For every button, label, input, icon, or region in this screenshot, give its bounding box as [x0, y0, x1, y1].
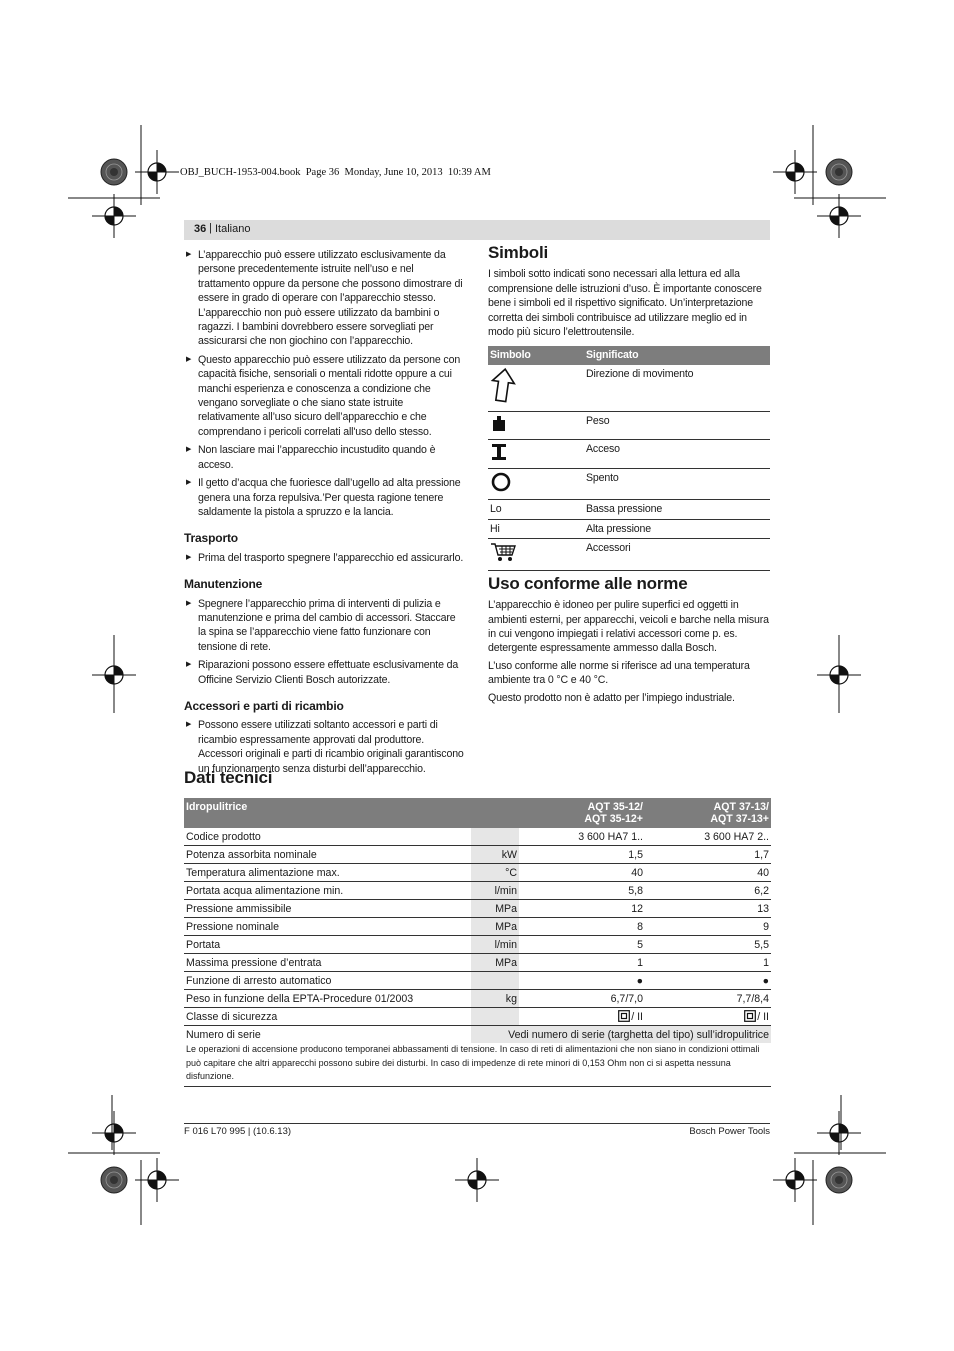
class-ii-icon	[618, 1011, 631, 1023]
class-value: / II	[631, 1011, 643, 1023]
section-title-dati: Dati tecnici	[184, 768, 273, 787]
table-row	[184, 1008, 771, 1026]
header-language: Italiano	[215, 223, 251, 235]
uso-paragraph: L’uso conforme alle norme si riferisce ad una temperatura ambiente tra 0 °C e 40 °C.	[488, 659, 750, 687]
symbol-meaning: Spento	[584, 469, 770, 500]
row-value-model2: 3 600 HA7 2..	[645, 828, 771, 846]
row-value-model1: 3 600 HA7 1..	[519, 828, 645, 846]
symbol-meaning: Direzione di movimento	[584, 365, 770, 412]
cart-icon	[490, 541, 518, 563]
table-row	[184, 846, 771, 864]
row-unit	[471, 972, 519, 990]
row-value-model1: ●	[519, 972, 645, 990]
page-number: 36	[194, 223, 207, 235]
table-row	[184, 990, 771, 1008]
uso-paragraph: Questo prodotto non è adatto per l’impiego industriale.	[488, 691, 735, 704]
symbol-meaning: Bassa pressione	[584, 500, 770, 519]
power-on-icon	[490, 442, 508, 462]
table-header-row	[488, 346, 770, 364]
row-unit: MPa	[471, 918, 519, 936]
row-label: Pressione ammissibile	[184, 900, 471, 918]
row-unit: °C	[471, 864, 519, 882]
row-label: Portata	[184, 936, 471, 954]
row-label: Codice prodotto	[184, 828, 471, 846]
section-title-simboli: Simboli	[488, 243, 548, 262]
section-heading-accessori: Accessori e parti di ricambio	[184, 698, 344, 713]
row-label: Funzione di arresto automatico	[184, 972, 471, 990]
symbol-text: Hi	[488, 519, 584, 538]
row-value-model1: 12	[519, 900, 645, 918]
row-value-model1: 5,8	[519, 882, 645, 900]
row-value-model2: 6,2	[645, 882, 771, 900]
list-item: ▶ Non lasciare mai l’apparecchio incustudito quando è acceso.	[184, 443, 466, 472]
table-row	[488, 539, 770, 570]
right-column	[488, 243, 770, 705]
symbol-meaning: Acceso	[584, 439, 770, 468]
page-header	[184, 220, 770, 240]
row-unit	[471, 1008, 519, 1026]
symbol-text: Lo	[488, 500, 584, 519]
table-row	[488, 519, 770, 538]
col-header-symbol: Simbolo	[488, 346, 584, 364]
col-header-label: Idropulitrice	[184, 798, 519, 828]
weight-icon	[490, 414, 508, 432]
row-unit: kg	[471, 990, 519, 1008]
table-row	[184, 882, 771, 900]
table-row	[184, 864, 771, 882]
simboli-intro: I simboli sotto indicati sono necessari alla lettura ed alla comprensione delle istruzioni d’uso. È importante conoscere bene i simboli ed il rispettivo significato. Un’interpretazione corretta dei simboli contribuisce ad utilizzare meglio ed in modo più sicuro l’elettroutensile.	[488, 268, 762, 339]
crop-header-text: OBJ_BUCH-1953-004.book Page 36 Monday, June 10, 2013 10:39 AM	[180, 167, 491, 178]
table-row	[184, 918, 771, 936]
uso-paragraph: L’apparecchio è idoneo per pulire superfici ed oggetti in ambienti esterni, per apparecchi, veicoli e barche nella misura in cui vengono impiegati i relativi accessori come p. es. detergente espressamente ammesso dalla Bosch.	[488, 599, 769, 655]
row-unit: l/min	[471, 882, 519, 900]
row-label: Potenza assorbita nominale	[184, 846, 471, 864]
table-row	[488, 439, 770, 468]
col-header-meaning: Significato	[584, 346, 770, 364]
row-unit	[471, 828, 519, 846]
table-row-footnote	[184, 1043, 771, 1086]
serial-value: Vedi numero di serie (targhetta del tipo) sull’idropulitrice	[471, 1026, 771, 1044]
row-value-model1: 8	[519, 918, 645, 936]
list-item: ▶ Spegnere l’apparecchio prima di interventi di pulizia e manutenzione e prima del cambio di accessori. Staccare la spina se l’apparecchio viene fatto funzionare con tensione di rete.	[184, 597, 466, 655]
section-heading-trasporto: Trasporto	[184, 531, 238, 546]
class-value: / II	[757, 1011, 769, 1023]
symbols-table	[488, 346, 770, 570]
row-unit: l/min	[471, 936, 519, 954]
row-value-model1	[519, 1008, 645, 1026]
table-row	[184, 936, 771, 954]
table-row	[184, 900, 771, 918]
table-row	[184, 828, 771, 846]
row-value-model2: 1,7	[645, 846, 771, 864]
table-row	[488, 500, 770, 519]
row-value-model1: 1,5	[519, 846, 645, 864]
row-value-model1: 1	[519, 954, 645, 972]
col-header-model1: AQT 35-12/ AQT 35-12+	[519, 798, 645, 828]
row-label: Classe di sicurezza	[184, 1008, 471, 1026]
col-header-model2: AQT 37-13/ AQT 37-13+	[645, 798, 771, 828]
section-heading-manutenzione: Manutenzione	[184, 577, 263, 592]
row-value-model2: 5,5	[645, 936, 771, 954]
row-label: Massima pressione d’entrata	[184, 954, 471, 972]
footer-rule	[184, 1123, 770, 1124]
section-title-uso: Uso conforme alle norme	[488, 573, 688, 593]
class-ii-icon	[744, 1011, 757, 1023]
row-unit: MPa	[471, 900, 519, 918]
list-item: ▶ L’apparecchio può essere utilizzato esclusivamente da persone precedentemente istruite nell’uso e nel trattamento oppure da persone che possono dimostrare di essere in grado di operare con l’apparecchio stesso. L’apparecchio non può essere utilizzato da bambini o ragazzi. I bambini dovrebbero essere sorvegliati per assicurarsi che non giochino con l’apparecchio.	[184, 248, 466, 349]
list-item: ▶ Prima del trasporto spegnere l’apparecchio ed assicurarlo.	[184, 551, 466, 565]
serial-label: Numero di serie	[186, 1028, 261, 1041]
footer-left: F 016 L70 995 | (10.6.13)	[184, 1126, 292, 1137]
row-value-model1: 5	[519, 936, 645, 954]
row-value-model2: 9	[645, 918, 771, 936]
row-label: Temperatura alimentazione max.	[184, 864, 471, 882]
row-value-model1: 40	[519, 864, 645, 882]
table-row	[488, 365, 770, 412]
tech-data-table	[184, 798, 771, 1087]
table-row	[184, 972, 771, 990]
row-label: Pressione nominale	[184, 918, 471, 936]
table-row	[184, 954, 771, 972]
footer-right: Bosch Power Tools	[689, 1126, 770, 1137]
table-row	[488, 412, 770, 439]
table-row-serial	[184, 1026, 771, 1044]
row-label: Peso in funzione della EPTA-Procedure 01/2003	[184, 990, 471, 1008]
table-header-row	[184, 798, 771, 828]
symbol-meaning: Alta pressione	[584, 519, 770, 538]
row-label: Portata acqua alimentazione min.	[184, 882, 471, 900]
symbol-meaning: Accessori	[584, 539, 770, 570]
list-item: ▶ Questo apparecchio può essere utilizzato da persone con capacità fisiche, sensoriali o mentali ridotte oppure a cui manchi esperienza e conoscenza a condizione che vengano sorvegliate o che siano state istruite relativamente all’uso sicuro dell’apparecchio e che comprendano i pericoli correlati all'uso dello stesso.	[184, 353, 466, 439]
row-value-model2: ●	[645, 972, 771, 990]
row-value-model2	[645, 1008, 771, 1026]
arrow-up-icon	[490, 367, 516, 405]
row-value-model2: 40	[645, 864, 771, 882]
symbol-meaning: Peso	[584, 412, 770, 439]
list-item: ▶ Possono essere utilizzati soltanto accessori e parti di ricambio espressamente approvati dal produttore. Accessori originali e parti di ricambio originali garantiscono un funzionamento senza disturbi dell’apparecchio.	[184, 718, 466, 776]
table-row	[488, 469, 770, 500]
left-column	[184, 248, 466, 780]
row-value-model1: 6,7/7,0	[519, 990, 645, 1008]
list-item: ▶ Riparazioni possono essere effettuate esclusivamente da Officine Servizio Clienti Bosch autorizzate.	[184, 658, 466, 687]
row-unit: MPa	[471, 954, 519, 972]
row-unit: kW	[471, 846, 519, 864]
footnote: Le operazioni di accensione producono temporanei abbassamenti di tensione. In caso di reti di alimentazioni che non siano in condizioni ottimali può capitare che altri apparecchi possono subire dei disturbi. In caso di impedenze di rete minori di 0,153 Ohm non ci si aspetta nessuna disfunzione.	[184, 1043, 771, 1086]
row-value-model2: 1	[645, 954, 771, 972]
list-item: ▶ Il getto d’acqua che fuoriesce dall’ugello ad alta pressione genera una forza repulsiva.’Per questa ragione tenere saldamente la pistola a spruzzo e la lancia.	[184, 476, 466, 519]
row-value-model2: 7,7/8,4	[645, 990, 771, 1008]
power-off-icon	[490, 471, 512, 493]
header-divider: |	[209, 222, 212, 234]
row-value-model2: 13	[645, 900, 771, 918]
